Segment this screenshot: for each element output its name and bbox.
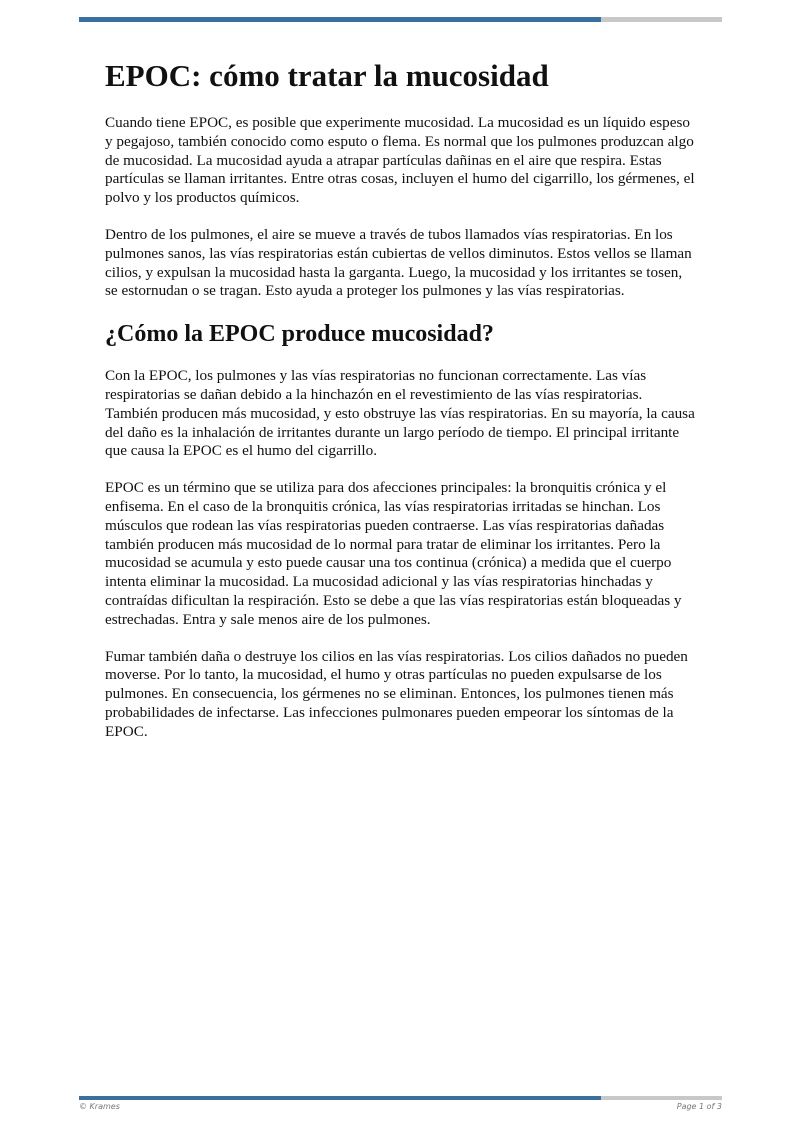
section-paragraph-3: Fumar también daña o destruye los cilios en las vías respiratorias. Los cilios dañados no pueden moverse. Por lo tanto, la mucosidad, el humo y otras partículas no pueden expulsarse de los pulmones. En consecuencia, los gérmenes no se eliminan. Entonces, los pulmones tienen más probabilidades de infectarse. Las infecciones pulmonares pueden empeorar los síntomas de la EPOC. bbox=[105, 647, 688, 740]
section-paragraph-2: EPOC es un término que se utiliza para dos afecciones principales: la bronquitis crónica y el enfisema. En el caso de la bronquitis crónica, las vías respiratorias irritadas se hinchan. Los músculos que rodean las vías respiratorias pueden contraerse. Las vías respiratorias dañadas también producen más mucosidad de lo normal para tratar de eliminar los irritantes. Pero la mucosidad se acumula y esto puede causar una tos continua (crónica) a medida que el cuerpo intenta eliminar la mucosidad. La mucosidad adicional y las vías respiratorias hinchadas y contraídas dificultan la respiración. Esto se debe a que las vías respiratorias están bloqueadas y estrechadas. Entra y sale menos aire de los pulmones. bbox=[105, 479, 682, 628]
document-body bbox=[105, 58, 695, 760]
section-paragraph-1: Con la EPOC, los pulmones y las vías respiratorias no funcionan correctamente. Las vías respiratorias se dañan debido a la hinchazón en el revestimiento de las vías respiratorias. También producen más mucosidad, y esto obstruye las vías respiratorias. En su mayoría, la causa del daño es la inhalación de irritantes durante un largo período de tiempo. El principal irritante que causa la EPOC es el humo del cigarrillo. bbox=[105, 367, 695, 460]
footer-copyright: © Krames bbox=[79, 1102, 120, 1111]
footer-rule bbox=[79, 1096, 722, 1100]
intro-paragraph-2: Dentro de los pulmones, el aire se mueve a través de tubos llamados vías respiratorias. En los pulmones sanos, las vías respiratorias están cubiertas de vellos diminutos. Estos vellos se llaman cilios, y expulsan la mucosidad hasta la garganta. Luego, la mucosidad y los irritantes se tosen, se estornudan o se tragan. Esto ayuda a proteger los pulmones y las vías respiratorias. bbox=[105, 225, 692, 300]
intro-paragraph-1: Cuando tiene EPOC, es posible que experimente mucosidad. La mucosidad es un líquido espeso y pegajoso, también conocido como esputo o flema. Es normal que los pulmones produzcan algo de mucosidad. La mucosidad ayuda a atrapar partículas dañinas en el aire que respira. Estas partículas se llaman irritantes. Entre otras cosas, incluyen el humo del cigarrillo, los gérmenes, el polvo y los productos químicos. bbox=[105, 114, 695, 207]
page-title: EPOC: cómo tratar la mucosidad bbox=[105, 58, 549, 93]
header-rule-accent bbox=[79, 17, 601, 22]
header-rule bbox=[79, 17, 722, 22]
footer-rule-accent bbox=[79, 1096, 601, 1100]
footer-page-indicator: Page 1 of 3 bbox=[676, 1102, 722, 1111]
section-heading: ¿Cómo la EPOC produce mucosidad? bbox=[105, 321, 494, 348]
